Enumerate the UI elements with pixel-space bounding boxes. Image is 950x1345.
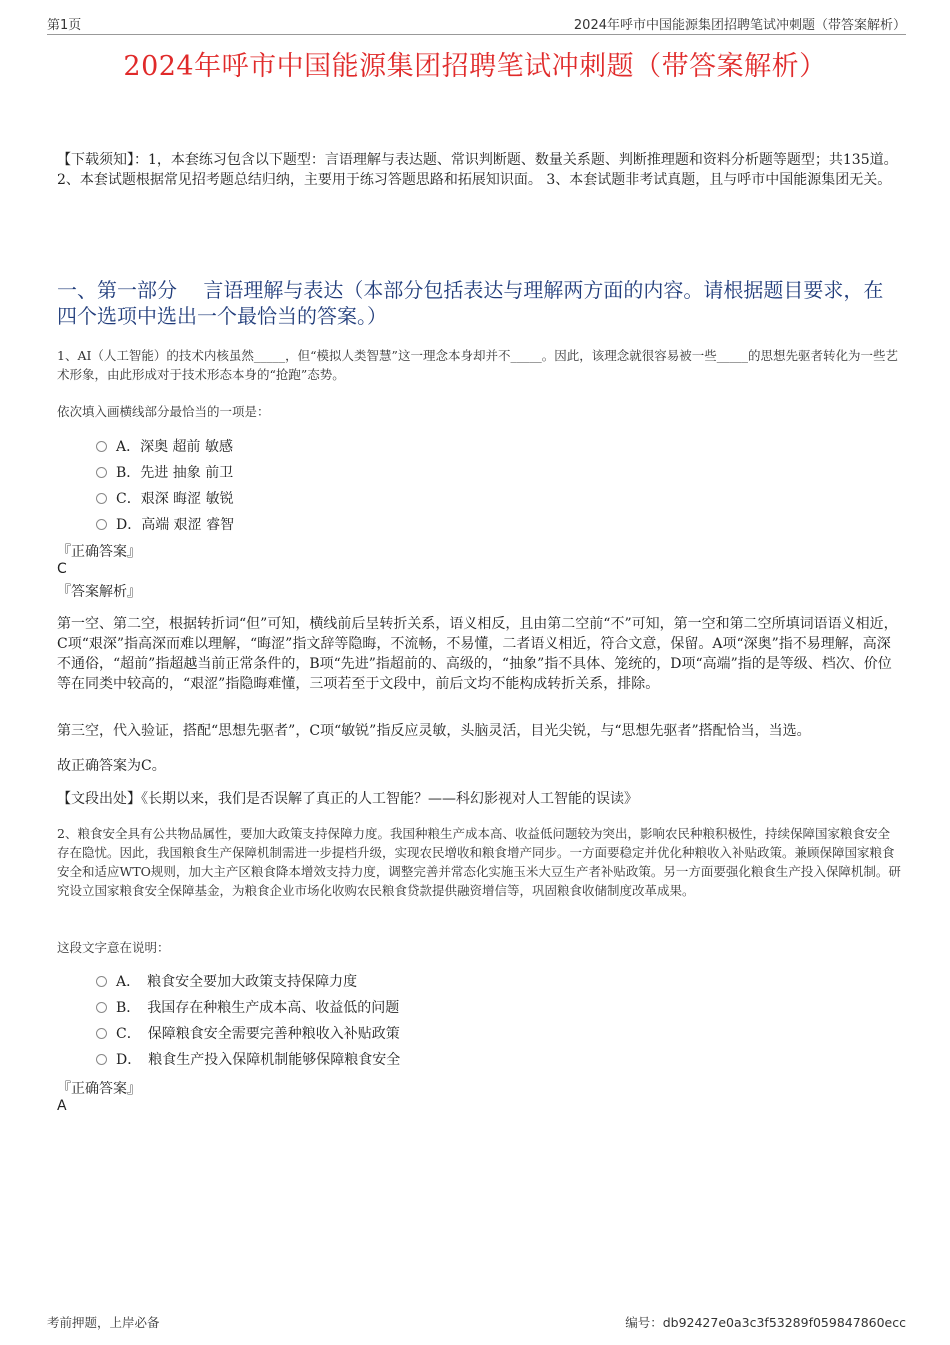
- radio-icon[interactable]: [96, 1054, 107, 1065]
- option-c[interactable]: C．艰深 晦涩 敏锐: [96, 485, 234, 511]
- question-1-prompt: 依次填入画横线部分最恰当的一项是：: [57, 404, 270, 419]
- option-d[interactable]: D． 粮食生产投入保障机制能够保障粮食安全: [96, 1046, 400, 1072]
- page-footer: [47, 1313, 906, 1331]
- analysis-paragraph-3: 故正确答案为C。: [57, 758, 166, 774]
- page-number: 第1页: [47, 18, 82, 33]
- source-citation: 【文段出处】《长期以来，我们是否误解了真正的人工智能？——科幻影视对人工智能的误读》: [57, 791, 638, 807]
- page-header: [47, 14, 906, 35]
- footer-slogan: 考前押题，上岸必备: [47, 1315, 160, 1330]
- header-doc-title: 2024年呼市中国能源集团招聘笔试冲刺题（带答案解析）: [573, 18, 906, 33]
- answer-label: 『正确答案』: [57, 1081, 141, 1097]
- radio-icon[interactable]: [96, 467, 107, 478]
- option-b[interactable]: B．先进 抽象 前卫: [96, 459, 234, 485]
- radio-icon[interactable]: [96, 976, 107, 987]
- question-2-prompt: 这段文字意在说明：: [57, 940, 170, 955]
- answer-value: C: [57, 561, 67, 577]
- document-id: 编号：db92427e0a3c3f53289f059847860ecc: [625, 1315, 906, 1330]
- option-c[interactable]: C． 保障粮食安全需要完善种粮收入补贴政策: [96, 1020, 400, 1046]
- download-notice: 【下载须知】：1，本套练习包含以下题型：言语理解与表达题、常识判断题、数量关系题、判断推理题和资料分析题等题型；共135道。 2、本套试题根据常见招考题总结归纳，主要用于练习答题思路和拓展知识面。 3、本套试题非考试真题，且与呼市中国能源集团无关。: [57, 152, 898, 188]
- radio-icon[interactable]: [96, 441, 107, 452]
- option-a[interactable]: A．深奥 超前 敏感: [96, 433, 234, 459]
- question-2-options: [96, 968, 400, 1072]
- question-1-options: [96, 433, 234, 537]
- radio-icon[interactable]: [96, 1002, 107, 1013]
- radio-icon[interactable]: [96, 493, 107, 504]
- document-title: 2024年呼市中国能源集团招聘笔试冲刺题（带答案解析）: [123, 51, 827, 82]
- answer-value: A: [57, 1098, 67, 1114]
- analysis-paragraph-1: 第一空、第二空，根据转折词“但”可知，横线前后呈转折关系，语义相反，且由第二空前“不”可知，第一空和第二空所填词语语义相近，C项“艰深”指高深而难以理解，“晦涩”指文辞等隐晦，不流畅，不易懂，二者语义相近，符合文意，保留。A项“深奥”指不易理解，高深不通俗，“超前”指超越当前正常条件的，B项“先进”指超前的、高级的，“抽象”指不具体、笼统的，D项“高端”指的是等级、档次、价位等在同类中较高的，“艰涩”指隐晦难懂，三项若至于文段中，前后文均不能构成转折关系，排除。: [57, 616, 898, 692]
- radio-icon[interactable]: [96, 1028, 107, 1039]
- option-d[interactable]: D．高端 艰涩 睿智: [96, 511, 234, 537]
- option-b[interactable]: B． 我国存在种粮生产成本高、收益低的问题: [96, 994, 400, 1020]
- question-2-stem: 2、粮食安全具有公共物品属性，要加大政策支持保障力度。我国种粮生产成本高、收益低问题较为突出，影响农民种粮积极性，持续保障国家粮食安全存在隐忧。因此，我国粮食生产保障机制需进一步提档升级，实现农民增收和粮食增产同步。一方面要稳定并优化种粮收入补贴政策。兼顾保障国家粮食安全和适应WTO规则，加大主产区粮食降本增效支持力度，调整完善并常态化实施玉米大豆生产者补贴政策。另一方面要强化粮食生产投入保障机制。研究设立国家粮食安全保障基金，为粮食企业市场化收购农民粮食贷款提供融资增信等，巩固粮食收储制度改革成果。: [57, 826, 901, 898]
- radio-icon[interactable]: [96, 519, 107, 530]
- answer-label: 『正确答案』: [57, 544, 141, 560]
- analysis-label: 『答案解析』: [57, 584, 141, 600]
- section-heading: 一、第一部分 言语理解与表达（本部分包括表达与理解两方面的内容。请根据题目要求，在四个选项中选出一个最恰当的答案。）: [57, 278, 884, 328]
- option-a[interactable]: A． 粮食安全要加大政策支持保障力度: [96, 968, 400, 994]
- analysis-paragraph-2: 第三空，代入验证，搭配“思想先驱者”，C项“敏锐”指反应灵敏，头脑灵活，目光尖锐，与“思想先驱者”搭配恰当，当选。: [57, 723, 811, 739]
- question-1-stem: 1、AI（人工智能）的技术内核虽然_____，但“模拟人类智慧”这一理念本身却并不_____。因此，该理念就很容易被一些_____的思想先驱者转化为一些艺术形象，由此形成对于技术形态本身的“抢跑”态势。: [57, 348, 898, 382]
